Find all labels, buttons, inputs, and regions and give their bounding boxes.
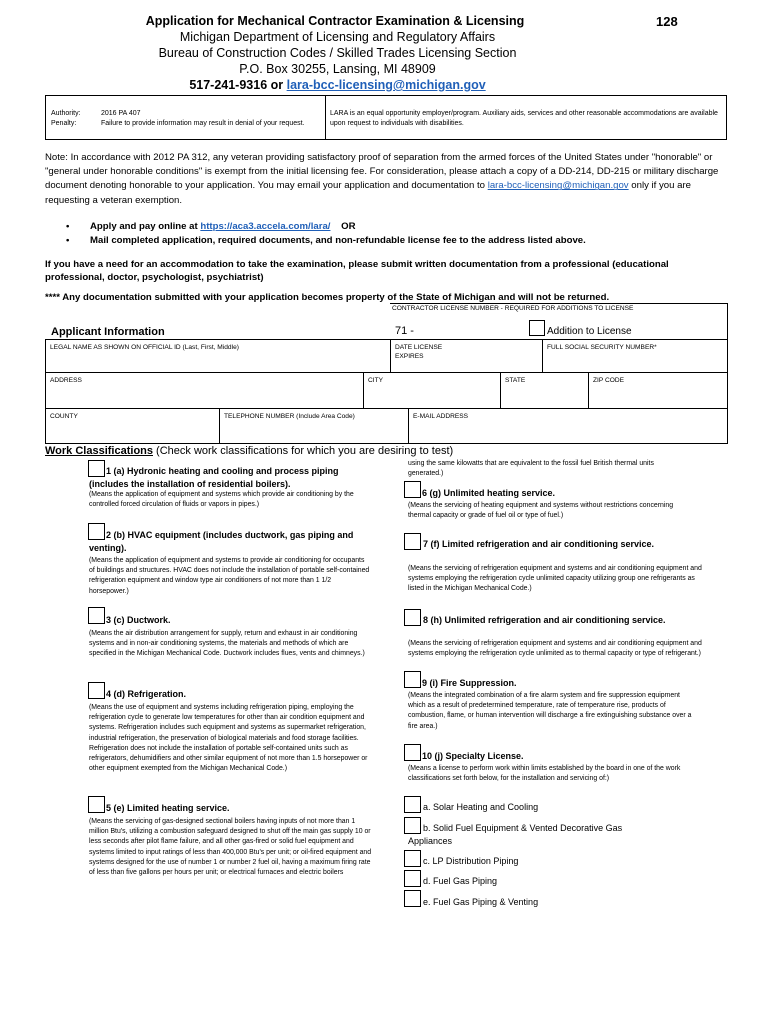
- specialty-b-label: b. Solid Fuel Equipment & Vented Decorative Gas Appliances: [408, 823, 623, 846]
- classification-8: 8 (h) Unlimited refrigeration and air conditioning service.: [423, 615, 666, 625]
- classification-4-checkbox[interactable]: [88, 682, 105, 699]
- specialty-a-label: a. Solar Heating and Cooling: [423, 802, 539, 812]
- classification-5-description-continued: using the same kilowatts that are equivalent to the fossil fuel British thermal units generated.): [408, 460, 654, 478]
- classification-10-checkbox[interactable]: [404, 744, 421, 761]
- specialty-e-checkbox[interactable]: [404, 890, 421, 907]
- license-number-input[interactable]: 71 -: [395, 325, 414, 337]
- state-field[interactable]: STATE: [500, 372, 589, 409]
- classification-5-checkbox[interactable]: [88, 796, 105, 813]
- note-email-link[interactable]: lara-bcc-licensing@michigan.gov: [487, 180, 629, 192]
- classification-10: 10 (j) Specialty License.: [422, 751, 524, 761]
- specialty-c-checkbox[interactable]: [404, 850, 421, 867]
- classification-4-description: (Means the use of equipment and systems including refrigeration piping, employing the refrigeration cycle to generate low temperatures for other than air condition equipment and systems. Refrigeration includes such equipment and systems as supermarket refrigeration, industrial refrigeration, the preservation of biological materials and food storage facilities. Refrigeration does not include the installation of portable self-contained units such as refrigerators, dehumidifiers and other similar equipment of not more than 1.5 horsepower or other equipment exempted from the Michigan Mechanical Code.): [89, 704, 368, 773]
- page-number: 128: [656, 14, 678, 29]
- property-notice: **** Any documentation submitted with your application becomes property of the State of Michigan and will not be returned.: [45, 292, 610, 303]
- authority-value: 2016 PA 407: [101, 110, 141, 117]
- classification-3-description: (Means the air distribution arrangement for supply, return and exhaust in air conditioning systems and in non-air conditioning systems, the materials and methods of which are specified in the Michigan Mechanical Code. Ductwork includes flues, vents and chimneys.): [89, 630, 365, 658]
- classification-9-description: (Means the integrated combination of a fire alarm system and fire suppression equipment which as a result of predetermined temperature, rate of temperature rise, products of combustion, flame, or human intervention will discharge a fire extinguishing substance over a fire area.): [408, 692, 692, 730]
- classification-1: 1 (a) Hydronic heating and cooling and process piping (includes the installation of residential boilers).: [89, 466, 339, 490]
- classification-6: 6 (g) Unlimited heating service.: [422, 488, 556, 498]
- specialty-d-label: d. Fuel Gas Piping: [423, 876, 498, 886]
- city-field[interactable]: CITY: [363, 372, 501, 409]
- classification-9: 9 (i) Fire Suppression.: [422, 678, 517, 688]
- apply-online-link[interactable]: https://aca3.accela.com/lara/: [200, 221, 331, 232]
- classification-7-description: (Means the servicing of refrigeration equipment and systems and air conditioning equipment and systems employing the refrigeration cycle unlimited capacity utilizing group one refrigerants as listed in the Michigan Mechanical Code.): [408, 565, 702, 593]
- form-title: Application for Mechanical Contractor Examination & Licensing: [145, 14, 525, 28]
- classification-2-description: (Means the application of equipment and systems to provide air conditioning for occupants of buildings and structures. HVAC does not include the installation of portable self-contained refrigeration equipment and window type air conditioners of not more than 1 1/2 horsepower.): [89, 557, 370, 595]
- classification-6-checkbox[interactable]: [404, 481, 421, 498]
- classification-3: 3 (c) Ductwork.: [106, 615, 171, 625]
- legal-name-field[interactable]: LEGAL NAME AS SHOWN ON OFFICIAL ID (Last, First, Middle): [45, 339, 391, 373]
- classification-5-description: (Means the servicing of gas-designed sectional boilers having inputs of not more than 1 million Btu's, utilizing a combustion safeguard designed to shut off the main gas supply 10 or less seconds after pilot flame failure, and all other gas-fired or solid fuel equipment and systems limited to input ratings of less than 400,000 Btu's per unit; or oil-fired equipment and systems designed for the use of number 1 or number 2 fuel oil, having a maximum firing rate of less than five gallons per hours per unit; or electrical furnaces and electric boilers: [89, 818, 372, 877]
- classification-2: 2 (b) HVAC equipment (includes ductwork, gas piping and venting).: [89, 530, 354, 554]
- addition-to-license-checkbox[interactable]: [529, 320, 545, 336]
- accommodation-notice: If you have a need for an accommodation to take the examination, please submit written documentation from a professional (educational professional, doctor, psychologist, psychiatrist): [45, 259, 669, 283]
- submission-options: [66, 220, 726, 248]
- work-classifications-title: Work Classifications (Check work classifications for which you are desiring to test): [45, 445, 454, 457]
- classification-9-checkbox[interactable]: [404, 671, 421, 688]
- mail-application-item: • Mail completed application, required documents, and non-refundable license fee to the address listed above.: [66, 234, 726, 248]
- apply-online-item: • Apply and pay online at https://aca3.accela.com/lara/ OR: [66, 220, 726, 234]
- classification-10-description: (Means a license to perform work within limits established by the board in one of the work classifications set forth below, for the installation and servicing of:): [408, 765, 681, 783]
- classification-4: 4 (d) Refrigeration.: [106, 689, 187, 699]
- license-number-label: CONTRACTOR LICENSE NUMBER - REQUIRED FOR ADDITIONS TO LICENSE: [392, 305, 634, 312]
- email-field[interactable]: E-MAIL ADDRESS: [408, 408, 728, 444]
- specialty-d-checkbox[interactable]: [404, 870, 421, 887]
- contact-line: 517-241-9316 or lara-bcc-licensing@michigan.gov: [189, 78, 486, 92]
- specialty-c-label: c. LP Distribution Piping: [423, 856, 519, 866]
- classification-6-description: (Means the servicing of heating equipment and systems without restrictions concerning thermal capacity or grade of fuel oil or type of fuel.): [408, 502, 674, 520]
- classification-3-checkbox[interactable]: [88, 607, 105, 624]
- applicant-information-title: Applicant Information: [51, 326, 165, 338]
- specialty-e-label: e. Fuel Gas Piping & Venting: [423, 897, 539, 907]
- classification-1-description: (Means the application of equipment and systems which provide air conditioning by the controlled forced circulation of fluids or vapors in pipes.): [89, 491, 354, 509]
- authority-box: [45, 95, 727, 140]
- equal-opportunity-statement: LARA is an equal opportunity employer/program. Auxiliary aids, services and other reasonable accommodations are available upon request to individuals with disabilities.: [330, 110, 718, 127]
- contact-phone: 517-241-9316: [189, 78, 268, 92]
- telephone-field[interactable]: TELEPHONE NUMBER (Include Area Code): [219, 408, 409, 444]
- department-name: Michigan Department of Licensing and Regulatory Affairs: [179, 30, 496, 44]
- zip-code-field[interactable]: ZIP CODE: [588, 372, 728, 409]
- date-expires-field[interactable]: DATE LICENSE EXPIRES: [390, 339, 543, 373]
- specialty-a-checkbox[interactable]: [404, 796, 421, 813]
- addition-to-license-label: Addition to License: [547, 326, 632, 337]
- veteran-note: Note: In accordance with 2012 PA 312, any veteran providing satisfactory proof of separation from the armed forces of the United States under "honorable" or "general under honorable conditions" is exempt from the initial licensing fee. For consideration, please attach a copy of a DD-214, DD-215 or military discharge document denoting honorable to your application. You may email your application and documentation to lara-bcc-licensing@michigan.gov only if you are requesting a veteran exemption.: [45, 152, 719, 206]
- address-field[interactable]: ADDRESS: [45, 372, 364, 409]
- classification-8-description: (Means the servicing of refrigeration equipment and systems and air conditioning equipment and systems employing the refrigeration cycle unlimited as to thermal capacity or type of refrigerant.): [408, 640, 702, 658]
- classification-7: 7 (f) Limited refrigeration and air conditioning service.: [423, 539, 655, 549]
- authority-divider: [325, 96, 326, 139]
- contact-email-link[interactable]: lara-bcc-licensing@michigan.gov: [286, 78, 486, 92]
- bureau-name: Bureau of Construction Codes / Skilled Trades Licensing Section: [158, 46, 517, 60]
- classification-5: 5 (e) Limited heating service.: [106, 803, 230, 813]
- authority-penalty: Authority: 2016 PA 407 Penalty: Failure to provide information may result in denial of your request.: [51, 110, 305, 127]
- ssn-field[interactable]: FULL SOCIAL SECURITY NUMBER*: [542, 339, 728, 373]
- county-field[interactable]: COUNTY: [45, 408, 220, 444]
- penalty-value: Failure to provide information may result in denial of your request.: [101, 120, 305, 127]
- mailing-address: P.O. Box 30255, Lansing, MI 48909: [239, 62, 436, 76]
